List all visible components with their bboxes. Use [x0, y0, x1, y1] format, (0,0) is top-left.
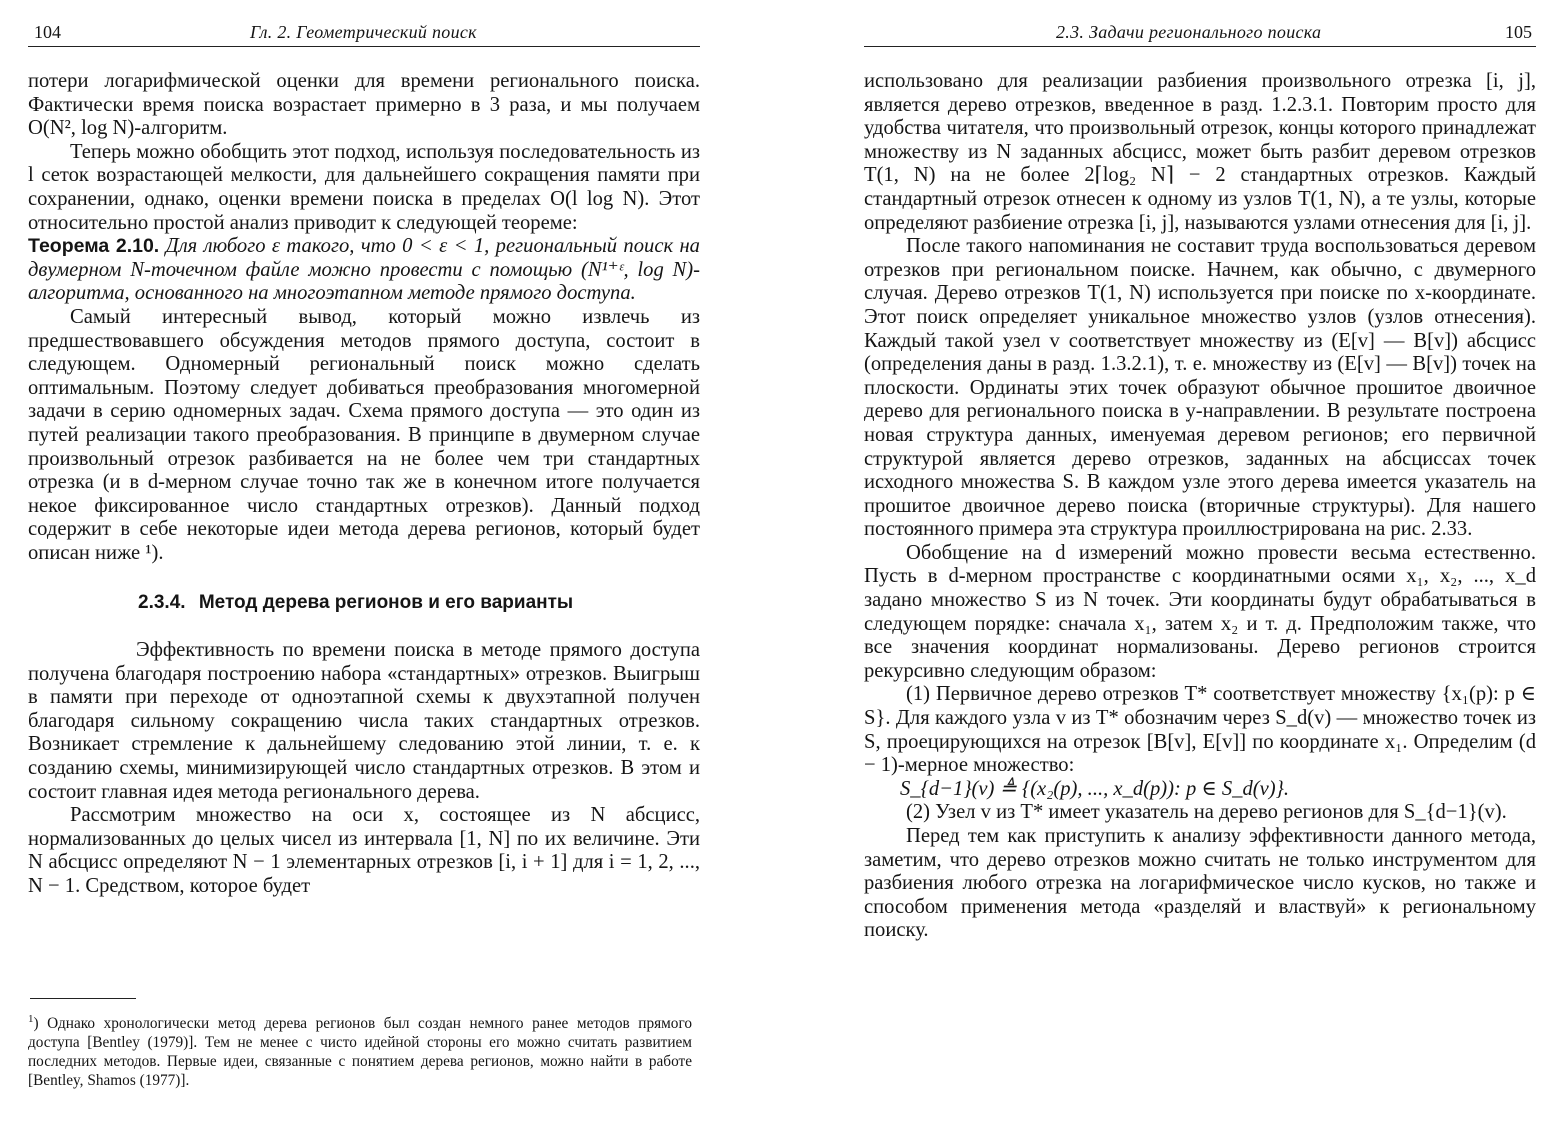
paragraph: (1) Первичное дерево отрезков T* соответствует множеству {x₁(p): p ∈ S}. Для каждого узла v из T* обозначим через S_d(v) — множество точек из S, проецирующихся на отрезок [B[v], E[v]] по координате x₁. Определим (d − 1)-мерное множество:	[864, 683, 1536, 777]
left-body-text	[28, 70, 700, 899]
footnote-rule	[30, 998, 136, 999]
theorem-label: Теорема 2.10.	[28, 235, 160, 258]
paragraph: использовано для реализации разбиения произвольного отрезка [i, j], является дерево отрезков, введенное в разд. 1.2.3.1. Повторим просто для удобства читателя, что произвольный отрезок, концы которого принадлежат множеству из N заданных абсцисс, может быть разбит деревом отрезков T(1, N) на не более 2⌈log₂ N⌉ − 2 стандартных отрезков. Каждый стандартный отрезок отнесен к одному из узлов T(1, N), а те узлы, которые определяют разбиение отрезка [i, j], называются узлами отнесения для [i, j].	[864, 70, 1536, 234]
paragraph: Эффективность по времени поиска в методе прямого доступа получена благодаря построению набора «стандартных» отрезков. Выигрыш в памяти при переходе от одноэтапной схемы к двухэтапной получен благодаря сильному сокращению числа таких стандартных отрезков. Возникает стремление к дальнейшему следованию этой линии, т. е. к созданию схемы, минимизирующей число стандартных отрезков. В этом и состоит главная идея метода регионального дерева.	[28, 639, 700, 803]
right-page	[864, 0, 1536, 1135]
footnote-mark: 1	[28, 1012, 34, 1025]
section-number: 2.3.4.	[138, 592, 186, 614]
left-running-title: Гл. 2. Геометрический поиск	[250, 22, 477, 42]
paragraph: Перед тем как приступить к анализу эффективности данного метода, заметим, что дерево отрезков можно считать не только инструментом для разбиения любого отрезка на логарифмическое число кусков, но также и способом применения метода «разделяй и властвуй» к региональному поиску.	[864, 825, 1536, 942]
theorem-2-10	[28, 235, 700, 306]
paragraph: После такого напоминания не составит труда воспользоваться деревом отрезков при региональном поиске. Начнем, как обычно, с двумерного случая. Дерево отрезков T(1, N) используется при поиске по x-координате. Этот поиск определяет уникальное множество узлов (узлов отнесения). Каждый такой узел v соответствует множеству из (E[v] — B[v]) абсцисс (определения даны в разд. 1.3.2.1), т. е. множеству из (E[v] — B[v]) точек на плоскости. Ординаты этих точек образуют обычное прошитое двоичное дерево для регионального поиска в y-направлении. В результате построена новая структура данных, именуемая деревом регионов; его первичной структурой является дерево отрезков, заданных на абсциссах точек исходного множества S. В каждом узле этого дерева имеется указатель на прошитое двоичное дерево поиска (вторичные структуры). Для нашего постоянного примера эта структура проиллюстрирована на рис. 2.33.	[864, 235, 1536, 541]
right-running-head	[864, 22, 1536, 46]
paragraph: Обобщение на d измерений можно провести весьма естественно. Пусть в d-мерном пространстве с координатными осями x₁, x₂, ..., x_d задано множество S из N точек. Эти координаты будут обрабатываться в следующем порядке: сначала x₁, затем x₂ и т. д. Предположим также, что все значения координат нормализованы. Дерево регионов строится рекурсивно следующим образом:	[864, 541, 1536, 682]
paragraph: Самый интересный вывод, который можно извлечь из предшествовавшего обсуждения методов прямого доступа, состоит в следующем. Одномерный региональный поиск можно сделать оптимальным. Поэтому следует добиваться преобразования многомерной задачи в серию одномерных задач. Схема прямого доступа — это один из путей реализации такого преобразования. В принципе в двумерном случае произвольный отрезок разбивается на не более чем три стандартных отрезка (и в d-мерном случае точно так же в конечном итоге получается некое фиксированное число стандартных отрезков). Данный подход содержит в себе некоторые идеи метода дерева регионов, который будет описан ниже ¹).	[28, 305, 700, 564]
right-header-rule	[864, 46, 1536, 47]
left-page-number: 104	[34, 22, 61, 42]
paragraph: (2) Узел v из T* имеет указатель на дерево регионов для S_{d−1}(v).	[906, 801, 1507, 824]
right-page-number: 105	[1505, 22, 1532, 42]
left-page	[28, 0, 700, 1135]
right-body-text	[864, 70, 1536, 943]
formula: S_{d−1}(v) ≜ {(x₂(p), ..., x_d(p)): p ∈ S_d(v)}.	[900, 777, 1289, 800]
section-title: Метод дерева регионов и его варианты	[198, 592, 574, 614]
theorem-text: Для любого ε такого, что 0 < ε < 1, региональный поиск на двумерном N-точечном файле можно провести с помощью (N¹⁺ᵋ, log N)-алгоритма, основанного на многоэтапном методе прямого доступа.	[28, 235, 700, 305]
left-running-head	[28, 22, 700, 46]
footnote: $^1$) Однако хронологически метод дерева регионов был создан немного ранее методов прямого доступа [Bentley (1979)]. Тем не менее с чисто идейной стороны его можно считать развитием последних методов. Первые идеи, связанные с понятием дерева регионов, можно найти в работе [Bentley, Shamos (1977)].	[28, 1012, 692, 1089]
right-running-title: 2.3. Задачи регионального поиска	[1056, 22, 1322, 42]
left-header-rule	[28, 46, 700, 47]
footnote-text: Однако хронологически метод дерева регионов был создан немного ранее методов прямого доступа [Bentley (1979)]. Тем не менее с чисто идейной стороны его можно считать развитием последних методов. Первые идеи, связанные с понятием дерева регионов, можно найти в работе [Bentley, Shamos (1977)].	[28, 1015, 692, 1089]
paragraph: потери логарифмической оценки для времени регионального поиска. Фактически время поиска возрастает примерно в 3 раза, и мы получаем O(N², log N)-алгоритм.	[28, 70, 700, 140]
paragraph: Рассмотрим множество на оси x, состоящее из N абсцисс, нормализованных до целых чисел из интервала [1, N] по их величине. Эти N абсцисс определяют N − 1 элементарных отрезков [i, i + 1] для i = 1, 2, ..., N − 1. Средством, которое будет	[28, 804, 700, 897]
section-heading	[28, 591, 700, 615]
paragraph: Теперь можно обобщить этот подход, используя последовательность из l сеток возрастающей мелкости, для дальнейшего сокращения памяти при сохранении, однако, оценки времени поиска в пределах O(l log N). Этот относительно простой анализ приводит к следующей теореме:	[28, 140, 700, 234]
